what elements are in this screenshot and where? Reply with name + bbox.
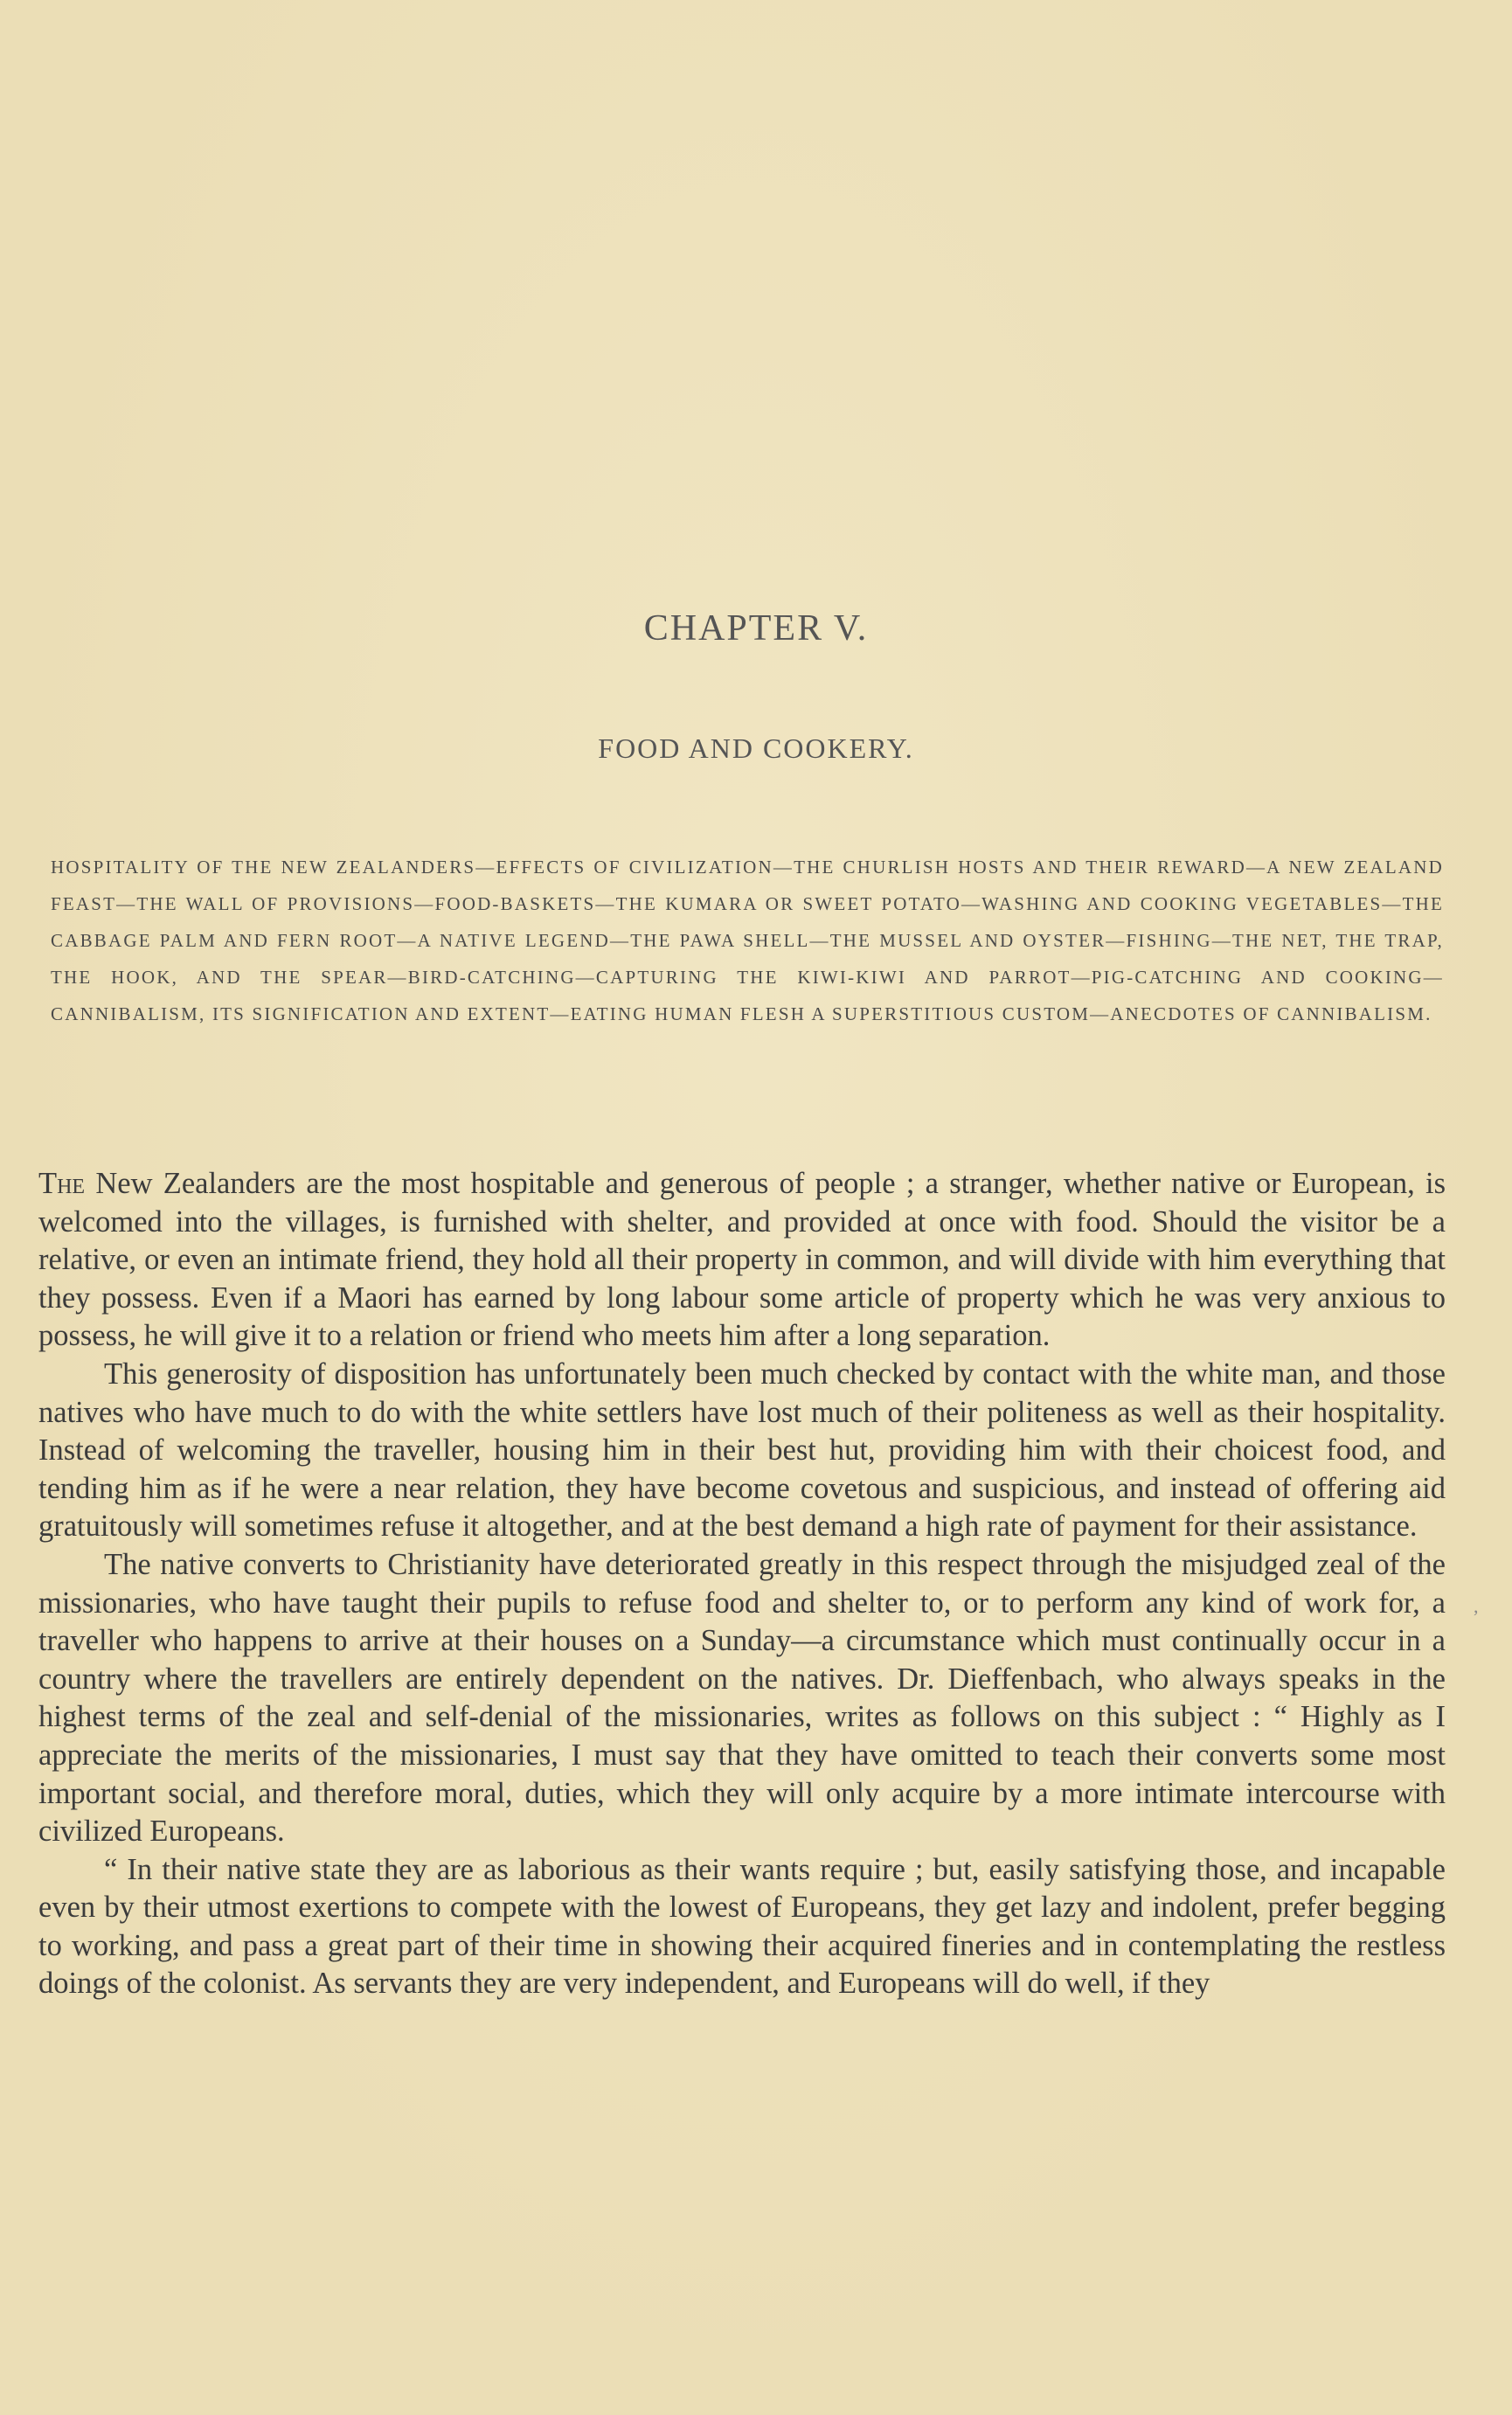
paragraph-1	[38, 1165, 1446, 1356]
margin-mark: ,	[1474, 1595, 1479, 1617]
paragraph-1-first-word: The	[38, 1167, 86, 1200]
chapter-body	[38, 1165, 1446, 2003]
paragraph-3: The native converts to Christianity have deteriorated greatly in this respect through the misjudged zeal of the missionaries, who have taught their pupils to refuse food and shelter to, or to perform any kind of work for, a traveller who happens to arrive at their houses on a Sunday—a circumstance which must continually occur in a country where the travellers are entirely dependent on the natives. Dr. Dieffenbach, who always speaks in the highest terms of the zeal and self-denial of the missionaries, writes as follows on this subject : “ Highly as I appreciate the merits of the missionaries, I must say that they have omitted to teach their converts some most important social, and therefore moral, duties, which they will only acquire by a more intimate intercourse with civilized Europeans.	[38, 1547, 1446, 1849]
paragraph-1-text: New Zealanders are the most hospitable and generous of people ; a stranger, whether native or European, is welcomed into the villages, is furnished with shelter, and provided at once with food. Should the visitor be a relative, or even an intimate friend, they hold all their property in common, and will divide with him everything that they possess. Even if a Maori has earned by long labour some article of property which he was very anxious to possess, he will give it to a relation or friend who meets him after a long separation.	[38, 1167, 1446, 1353]
chapter-summary: HOSPITALITY OF THE NEW ZEALANDERS—EFFECTS OF CIVILIZATION—THE CHURLISH HOSTS AND THEIR REWARD—A NEW ZEALAND FEAST—THE WALL OF PROVISIONS—FOOD-BASKETS—THE KUMARA OR SWEET POTATO—WASHING AND COOKING VEGETABLES—THE CABBAGE PALM AND FERN ROOT—A NATIVE LEGEND—THE PAWA SHELL—THE MUSSEL AND OYSTER—FISHING—THE NET, THE TRAP, THE HOOK, AND THE SPEAR—BIRD-CATCHING—CAPTURING THE KIWI-KIWI AND PARROT—PIG-CATCHING AND COOKING—CANNIBALISM, ITS SIGNIFICATION AND EXTENT—EATING HUMAN FLESH A SUPERSTITIOUS CUSTOM—ANECDOTES OF CANNIBALISM.	[51, 857, 1444, 1024]
chapter-subtitle: FOOD AND COOKERY.	[598, 732, 914, 764]
paragraph-4: “ In their native state they are as laborious as their wants require ; but, easily satisfying those, and incapable even by their utmost exertions to compete with the lowest of Europeans, they get lazy and indolent, prefer begging to working, and pass a great part of their time in showing their acquired fineries and in contemplating the restless doings of the colonist. As servants they are very independent, and Europeans will do well, if they	[38, 1852, 1446, 2001]
paragraph-2: This generosity of disposition has unfortunately been much checked by contact with the white man, and those natives who have much to do with the white settlers have lost much of their politeness as well as their hospitality. Instead of welcoming the traveller, housing him in their best hut, providing him with their choicest food, and tending him as if he were a near relation, they have become covetous and suspicious, and instead of offering aid gratuitously will sometimes refuse it altogether, and at the best demand a high rate of payment for their assistance.	[38, 1357, 1446, 1544]
chapter-title: CHAPTER V.	[643, 608, 869, 649]
